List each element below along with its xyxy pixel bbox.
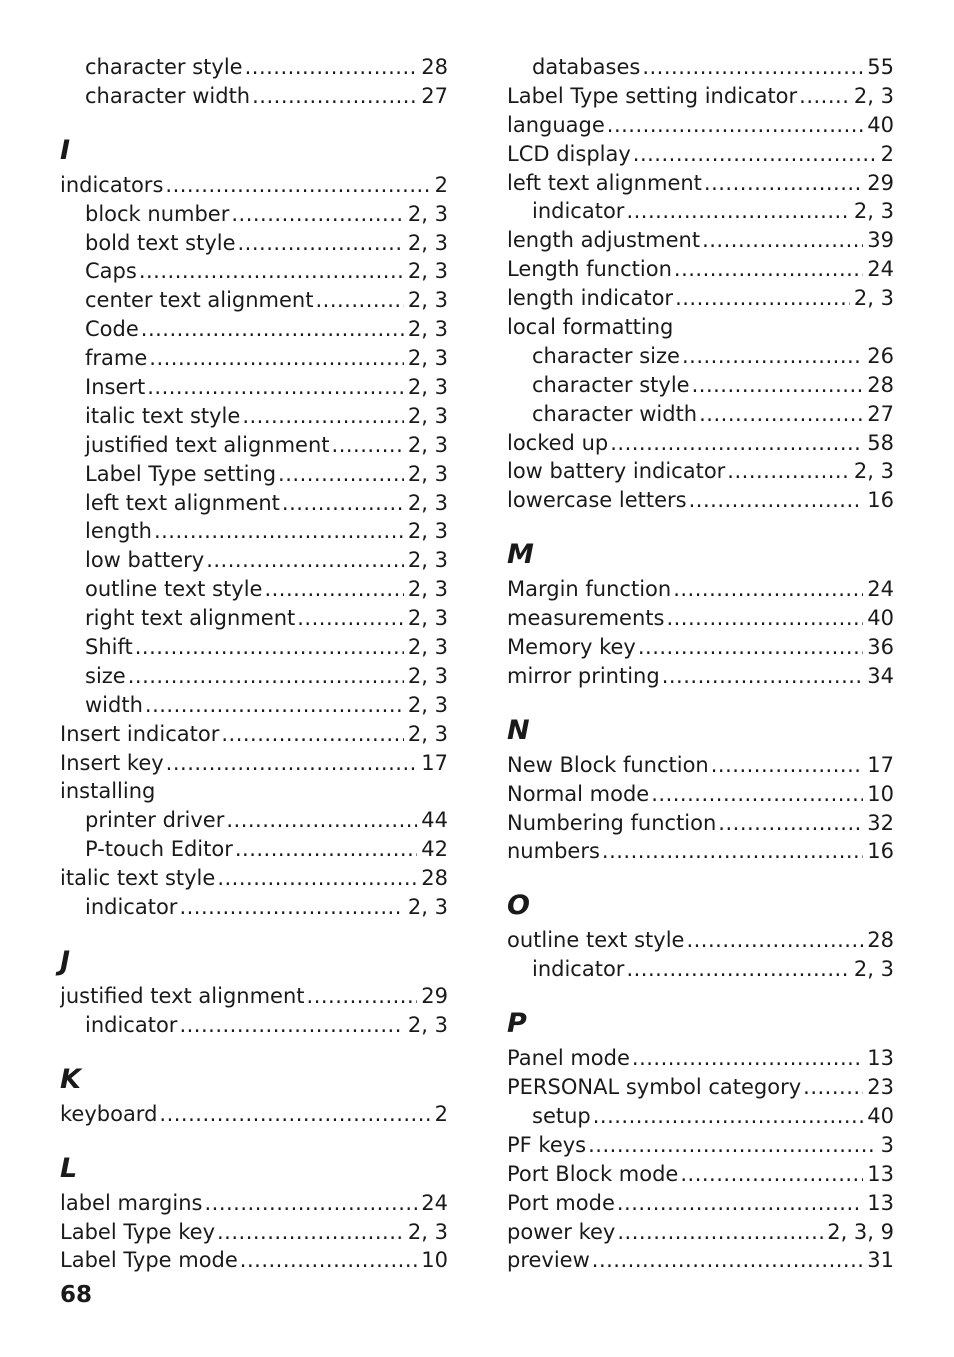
dot-leader <box>689 486 864 515</box>
index-term: right text alignment <box>85 606 296 631</box>
index-page-ref: 2, 3 <box>407 1012 448 1037</box>
index-page-ref: 2 <box>880 141 894 166</box>
index-term: character size <box>532 343 680 368</box>
dot-leader <box>315 286 403 315</box>
index-page-ref: 2, 3 <box>407 317 448 342</box>
section-gap <box>507 984 894 1010</box>
index-entry <box>507 1160 894 1189</box>
index-subentry <box>60 460 448 489</box>
dot-leader <box>217 864 417 893</box>
dot-leader <box>179 893 403 922</box>
index-term: Insert key <box>60 750 164 775</box>
index-entry <box>60 1189 448 1218</box>
dot-leader <box>610 429 863 458</box>
dot-leader <box>686 926 863 955</box>
dot-leader <box>154 517 404 546</box>
dot-leader <box>242 402 404 431</box>
index-term: character style <box>85 55 243 79</box>
index-entry <box>507 486 894 515</box>
index-column-left <box>60 53 448 1275</box>
index-page-ref: 40 <box>867 606 894 631</box>
dot-leader <box>165 171 430 200</box>
index-term: language <box>507 112 605 137</box>
index-page-ref: 55 <box>867 55 894 79</box>
index-page-ref: 2, 3 <box>407 692 448 717</box>
index-page-ref: 2, 3 <box>407 403 448 428</box>
index-page-ref: 39 <box>867 228 894 253</box>
index-term: keyboard <box>60 1101 158 1126</box>
index-entry <box>507 1131 894 1160</box>
index-entry <box>60 171 448 200</box>
index-page-ref: 42 <box>421 837 448 862</box>
dot-leader <box>803 1073 863 1102</box>
index-term: PF keys <box>507 1132 587 1157</box>
index-subentry <box>60 517 448 546</box>
index-entry <box>60 749 448 778</box>
index-page-ref: 31 <box>867 1248 894 1273</box>
index-page-ref: 2, 3 <box>407 548 448 573</box>
index-term: Normal mode <box>507 781 650 806</box>
index-entry <box>507 575 894 604</box>
dot-leader <box>145 691 404 720</box>
dot-leader <box>642 53 863 82</box>
index-term: justified text alignment <box>60 983 305 1008</box>
section-letter: M <box>507 539 534 571</box>
index-entry <box>60 864 448 893</box>
index-entry <box>507 1246 894 1275</box>
dot-leader <box>692 371 864 400</box>
index-entry <box>507 809 894 838</box>
index-page-ref: 27 <box>867 401 894 426</box>
dot-leader <box>179 1011 403 1040</box>
index-subentry <box>60 53 448 82</box>
index-term: locked up <box>507 430 609 455</box>
index-term: width <box>85 692 143 717</box>
dot-leader <box>682 342 863 371</box>
index-term: center text alignment <box>85 288 314 313</box>
dot-leader <box>221 720 404 749</box>
index-term: length <box>85 519 152 544</box>
index-term: indicator <box>85 1012 178 1037</box>
index-page-ref: 28 <box>421 55 448 79</box>
index-term: mirror printing <box>507 663 660 688</box>
index-page-ref: 36 <box>867 635 894 660</box>
index-subentry <box>60 633 448 662</box>
index-term: numbers <box>507 839 600 864</box>
index-term: italic text style <box>60 866 216 891</box>
dot-leader <box>626 197 849 226</box>
index-page-ref: 16 <box>867 488 894 513</box>
dot-leader <box>593 1102 864 1131</box>
index-page-ref: 2, 3 <box>853 957 894 982</box>
index-page-ref: 17 <box>421 750 448 775</box>
index-page-ref: 24 <box>421 1190 448 1215</box>
dot-leader <box>617 1218 823 1247</box>
index-term: Label Type key <box>60 1219 215 1244</box>
dot-leader <box>626 955 849 984</box>
index-entry <box>507 633 894 662</box>
index-term: size <box>85 663 126 688</box>
index-page-ref: 34 <box>867 663 894 688</box>
index-term: local formatting <box>507 315 674 340</box>
index-entry <box>60 777 448 806</box>
index-page-ref: 26 <box>867 343 894 368</box>
dot-leader <box>206 546 404 575</box>
index-term: Insert indicator <box>60 721 220 746</box>
index-entry <box>507 226 894 255</box>
index-term: measurements <box>507 606 665 631</box>
index-entry <box>507 837 894 866</box>
index-subentry <box>60 82 448 111</box>
section-letter: N <box>507 714 530 746</box>
index-page-ref: 2, 3 <box>407 346 448 371</box>
dot-leader <box>252 82 417 111</box>
index-term: label margins <box>60 1190 203 1215</box>
index-entry <box>507 429 894 458</box>
index-term: Label Type setting <box>85 461 277 486</box>
index-term: PERSONAL symbol category <box>507 1075 802 1100</box>
index-term: outline text style <box>507 928 685 953</box>
dot-leader <box>632 1044 863 1073</box>
index-page-ref: 2, 3 <box>407 375 448 400</box>
index-entry <box>507 313 894 342</box>
index-term: italic text style <box>85 403 241 428</box>
index-entry <box>507 140 894 169</box>
dot-leader <box>799 82 850 111</box>
index-page-ref: 2, 3 <box>853 286 894 311</box>
index-entry <box>507 926 894 955</box>
index-page-ref: 13 <box>867 1190 894 1215</box>
index-page-ref: 24 <box>867 577 894 602</box>
index-entry <box>507 604 894 633</box>
index-entry <box>507 662 894 691</box>
index-page-ref: 2, 3 <box>853 199 894 224</box>
index-subentry <box>507 197 894 226</box>
section-gap <box>60 111 448 137</box>
index-term: P-touch Editor <box>85 837 233 862</box>
index-term: outline text style <box>85 577 263 602</box>
index-term: Caps <box>85 259 137 284</box>
index-page-ref: 2, 3 <box>853 83 894 108</box>
dot-leader <box>699 400 863 429</box>
index-term: indicators <box>60 172 164 197</box>
index-entry <box>60 982 448 1011</box>
index-term: indicator <box>85 895 178 920</box>
index-term: databases <box>532 55 641 79</box>
section-gap <box>507 866 894 892</box>
index-page-ref: 44 <box>421 808 448 833</box>
index-term: LCD display <box>507 141 631 166</box>
index-term: character width <box>532 401 698 426</box>
dot-leader <box>602 837 863 866</box>
index-page-ref: 2, 3 <box>407 259 448 284</box>
index-page-ref: 27 <box>421 83 448 108</box>
index-subentry <box>60 344 448 373</box>
index-term: block number <box>85 201 230 226</box>
dot-leader <box>147 373 404 402</box>
index-page-ref: 28 <box>867 928 894 953</box>
dot-leader <box>217 1218 404 1247</box>
dot-leader <box>128 662 404 691</box>
dot-leader <box>704 169 863 198</box>
index-page-ref: 2, 3 <box>407 606 448 631</box>
index-term: lowercase letters <box>507 488 687 513</box>
index-term: preview <box>507 1248 590 1273</box>
index-term: low battery indicator <box>507 459 726 484</box>
dot-leader <box>282 489 404 518</box>
index-page-ref: 17 <box>867 752 894 777</box>
index-term: left text alignment <box>507 170 702 195</box>
index-page-ref: 2, 3 <box>407 201 448 226</box>
section-gap <box>60 922 448 948</box>
index-term: Memory key <box>507 635 636 660</box>
dot-leader <box>673 575 863 604</box>
dot-leader <box>592 1246 863 1275</box>
index-term: Margin function <box>507 577 672 602</box>
index-subentry <box>60 835 448 864</box>
index-term: character width <box>85 83 251 108</box>
section-letter: K <box>60 1063 81 1095</box>
index-page-ref: 23 <box>867 1075 894 1100</box>
dot-leader <box>245 53 418 82</box>
index-page-ref: 2 <box>434 1101 448 1126</box>
dot-leader <box>332 431 404 460</box>
index-subentry <box>60 431 448 460</box>
index-page-ref: 24 <box>867 257 894 282</box>
index-entry <box>507 1044 894 1073</box>
index-page-ref: 2, 3 <box>407 288 448 313</box>
index-subentry <box>60 373 448 402</box>
index-subentry <box>60 1011 448 1040</box>
index-subentry <box>60 489 448 518</box>
page-number: 68 <box>60 1282 93 1308</box>
dot-leader <box>264 575 403 604</box>
index-entry <box>507 284 894 313</box>
index-term: Port Block mode <box>507 1161 679 1186</box>
index-entry <box>507 111 894 140</box>
dot-leader <box>297 604 404 633</box>
index-subentry <box>60 662 448 691</box>
index-subentry <box>507 1102 894 1131</box>
index-subentry <box>60 402 448 431</box>
index-subentry <box>60 229 448 258</box>
index-entry <box>507 1189 894 1218</box>
index-term: installing <box>60 779 156 804</box>
index-page-ref: 58 <box>867 430 894 455</box>
index-term: Insert <box>85 375 146 400</box>
index-subentry <box>507 400 894 429</box>
dot-leader <box>607 111 863 140</box>
dot-leader <box>588 1131 877 1160</box>
dot-leader <box>680 1160 863 1189</box>
index-term: bold text style <box>85 230 236 255</box>
index-page-ref: 13 <box>867 1046 894 1071</box>
index-subentry <box>60 257 448 286</box>
index-page-ref: 29 <box>421 983 448 1008</box>
dot-leader <box>617 1189 863 1218</box>
section-gap <box>60 1040 448 1066</box>
index-term: power key <box>507 1219 616 1244</box>
index-term: justified text alignment <box>85 432 330 457</box>
index-subentry <box>60 200 448 229</box>
index-term: indicator <box>532 199 625 224</box>
index-subentry <box>60 604 448 633</box>
index-entry <box>60 720 448 749</box>
index-page-ref: 2, 3 <box>407 721 448 746</box>
index-page-ref: 2, 3 <box>407 230 448 255</box>
index-page-ref: 10 <box>867 781 894 806</box>
index-column-right <box>507 53 894 1275</box>
index-term: Length function <box>507 257 672 282</box>
index-term: Label Type mode <box>60 1248 238 1273</box>
index-page-ref: 2, 3 <box>407 519 448 544</box>
dot-leader <box>674 255 863 284</box>
dot-leader <box>159 1100 430 1129</box>
dot-leader <box>149 344 404 373</box>
index-term: Label Type setting indicator <box>507 83 798 108</box>
index-page-ref: 28 <box>421 866 448 891</box>
dot-leader <box>702 226 863 255</box>
dot-leader <box>675 284 850 313</box>
index-page-ref: 2, 3 <box>407 635 448 660</box>
index-subentry <box>60 691 448 720</box>
index-term: setup <box>532 1103 591 1128</box>
index-entry <box>507 457 894 486</box>
index-subentry <box>60 286 448 315</box>
section-gap <box>507 691 894 717</box>
index-subentry <box>60 315 448 344</box>
section-letter: L <box>60 1152 78 1184</box>
dot-leader <box>278 460 404 489</box>
dot-leader <box>226 806 417 835</box>
dot-leader <box>231 200 404 229</box>
index-page-ref: 2, 3 <box>853 459 894 484</box>
index-term: frame <box>85 346 148 371</box>
index-page-ref: 13 <box>867 1161 894 1186</box>
index-page-ref: 28 <box>867 372 894 397</box>
dot-leader <box>139 257 404 286</box>
index-page-ref: 16 <box>867 839 894 864</box>
index-subentry <box>507 53 894 82</box>
section-gap <box>507 515 894 541</box>
dot-leader <box>141 315 404 344</box>
index-entry <box>507 1073 894 1102</box>
dot-leader <box>238 229 404 258</box>
index-page-ref: 2, 3 <box>407 663 448 688</box>
index-term: Port mode <box>507 1190 615 1215</box>
index-page-ref: 2, 3 <box>407 461 448 486</box>
index-entry <box>60 1218 448 1247</box>
index-subentry <box>60 893 448 922</box>
index-page-ref: 2, 3 <box>407 432 448 457</box>
dot-leader <box>204 1189 417 1218</box>
section-letter: J <box>60 945 71 977</box>
index-page-ref: 2, 3 <box>407 1219 448 1244</box>
index-page-ref: 2, 3 <box>407 577 448 602</box>
index-page-ref: 2, 3, 9 <box>827 1219 894 1244</box>
index-entry <box>507 780 894 809</box>
index-term: length adjustment <box>507 228 701 253</box>
index-subentry <box>60 546 448 575</box>
index-page-ref: 40 <box>867 112 894 137</box>
dot-leader <box>235 835 417 864</box>
index-term: Shift <box>85 635 133 660</box>
index-term: low battery <box>85 548 205 573</box>
index-term: character style <box>532 372 690 397</box>
dot-leader <box>638 633 863 662</box>
index-subentry <box>60 806 448 835</box>
index-page-ref: 2, 3 <box>407 895 448 920</box>
index-entry <box>60 1100 448 1129</box>
index-subentry <box>507 342 894 371</box>
section-letter: P <box>507 1008 527 1040</box>
index-page-ref: 40 <box>867 1103 894 1128</box>
index-term: Panel mode <box>507 1046 630 1071</box>
section-letter: I <box>60 134 71 166</box>
index-entry <box>507 169 894 198</box>
dot-leader <box>727 457 850 486</box>
index-term: length indicator <box>507 286 674 311</box>
index-term: indicator <box>532 957 625 982</box>
index-page-ref: 10 <box>421 1248 448 1273</box>
index-term: Code <box>85 317 139 342</box>
index-entry <box>60 1246 448 1275</box>
dot-leader <box>633 140 877 169</box>
dot-leader <box>307 982 418 1011</box>
dot-leader <box>651 780 863 809</box>
index-term: printer driver <box>85 808 225 833</box>
section-gap <box>60 1129 448 1155</box>
index-entry <box>507 751 894 780</box>
index-page-ref: 3 <box>880 1132 894 1157</box>
index-subentry <box>60 575 448 604</box>
section-letter: O <box>507 890 530 922</box>
dot-leader <box>240 1246 417 1275</box>
index-term: left text alignment <box>85 490 280 515</box>
dot-leader <box>166 749 418 778</box>
index-page-ref: 2, 3 <box>407 490 448 515</box>
index-subentry <box>507 955 894 984</box>
index-page-ref: 29 <box>867 170 894 195</box>
dot-leader <box>666 604 863 633</box>
dot-leader <box>718 809 863 838</box>
index-term: Numbering function <box>507 810 717 835</box>
index-entry <box>507 82 894 111</box>
index-term: New Block function <box>507 752 709 777</box>
index-entry <box>507 255 894 284</box>
index-subentry <box>507 371 894 400</box>
dot-leader <box>711 751 864 780</box>
index-page-ref: 2 <box>434 172 448 197</box>
index-entry <box>507 1218 894 1247</box>
dot-leader <box>662 662 864 691</box>
index-page-ref: 32 <box>867 810 894 835</box>
dot-leader <box>135 633 404 662</box>
